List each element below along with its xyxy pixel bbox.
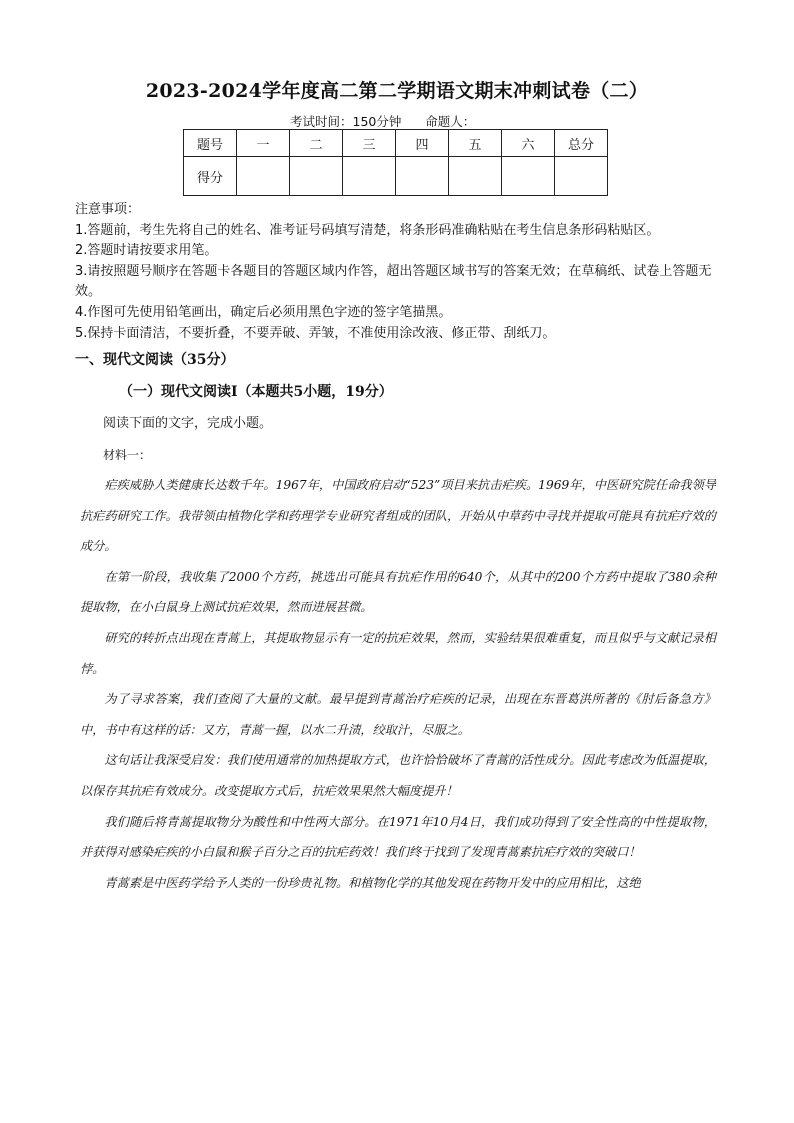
passage-paragraph: 青蒿素是中医药学给予人类的一份珍贵礼物。和植物化学的其他发现在药物开发中的应用相比，这绝 — [104, 875, 641, 890]
score-cell — [396, 157, 449, 196]
score-table-header-cell: 二 — [290, 130, 343, 157]
score-table-header-cell: 五 — [449, 130, 502, 157]
score-table-header-cell: 题号 — [184, 130, 237, 157]
score-table — [183, 129, 608, 196]
notice-section — [75, 200, 725, 344]
score-table-header-cell: 四 — [396, 130, 449, 157]
score-table-header-row — [184, 130, 608, 157]
score-cell — [237, 157, 290, 196]
passage-paragraph: 疟疾威胁人类健康长达数千年。1967年，中国政府启动“523”项目来抗击疟疾。1969年，中医研究院任命我领导抗疟药研究工作。我带领由植物化学和药理学专业研究者组成的团队，开始从中草药中寻找并提取可能具有抗疟疗效的成分。 — [80, 478, 716, 554]
notice-item: 1.答题前，考生先将自己的姓名、准考证号码填写清楚，将条形码准确粘贴在考生信息条形码粘贴区。 — [75, 222, 660, 238]
score-label-cell: 得分 — [184, 157, 237, 196]
passage-paragraph: 这句话让我深受启发：我们使用通常的加热提取方式，也许恰恰破坏了青蒿的活性成分。因此考虑改为低温提取，以保存其抗疟有效成分。改变提取方式后，抗疟效果果然大幅度提升！ — [80, 753, 716, 798]
passage-paragraph: 在第一阶段，我收集了2000个方药，挑选出可能具有抗疟作用的640个，从其中的200个方药中提取了380余种提取物，在小白鼠身上测试抗疟效果，然而进展甚微。 — [80, 569, 716, 615]
reading-passage — [80, 470, 716, 898]
section-heading: 一、现代文阅读（35分） — [75, 352, 235, 368]
material-label: 材料一： — [103, 448, 152, 462]
score-cell — [555, 157, 608, 196]
score-table-header-cell: 三 — [343, 130, 396, 157]
notice-item: 2.答题时请按要求用笔。 — [75, 243, 218, 259]
page-title: 2023-2024学年度高二第二学期语文期末冲刺试卷（二） — [145, 80, 649, 102]
exam-info: 考试时间：150分钟 命题人： — [290, 114, 476, 129]
passage-paragraph: 我们随后将青蒿提取物分为酸性和中性两大部分。在1971年10月4日，我们成功得到了安全性高的中性提取物，并获得对感染疟疾的小白鼠和猴子百分之百的抗疟药效！我们终于找到了发现青蒿素抗疟疗效的突破口！ — [80, 814, 716, 860]
passage-paragraph: 研究的转折点出现在青蒿上，其提取物显示有一定的抗疟效果，然而，实验结果很难重复，而且似乎与文献记录相悖。 — [80, 630, 716, 676]
score-table-header-cell: 总分 — [555, 130, 608, 157]
score-cell — [502, 157, 555, 196]
notice-item: 4.作图可先使用铅笔画出，确定后必须用黑色字迹的签字笔描黑。 — [75, 304, 452, 320]
score-cell — [290, 157, 343, 196]
passage-paragraph: 为了寻求答案，我们查阅了大量的文献。最早提到青蒿治疗疟疾的记录，出现在东晋葛洪所著的《肘后备急方》中，书中有这样的话：又方，青蒿一握，以水二升渍，绞取汁，尽服之。 — [80, 692, 716, 737]
reading-instruction: 阅读下面的文字，完成小题。 — [103, 416, 273, 431]
score-table-header-cell: 一 — [237, 130, 290, 157]
score-cell — [449, 157, 502, 196]
notice-item: 3.请按照题号顺序在答题卡各题目的答题区域内作答，超出答题区域书写的答案无效；在草稿纸、试卷上答题无效。 — [75, 263, 712, 300]
notice-item: 5.保持卡面清洁，不要折叠，不要弄破、弄皱，不准使用涂改液、修正带、刮纸刀。 — [75, 325, 556, 341]
notice-title: 注意事项： — [75, 202, 141, 217]
score-cell — [343, 157, 396, 196]
subsection-heading: （一）现代文阅读Ⅰ（本题共5小题，19分） — [119, 384, 393, 400]
score-table-header-cell: 六 — [502, 130, 555, 157]
score-table-score-row — [184, 157, 608, 196]
